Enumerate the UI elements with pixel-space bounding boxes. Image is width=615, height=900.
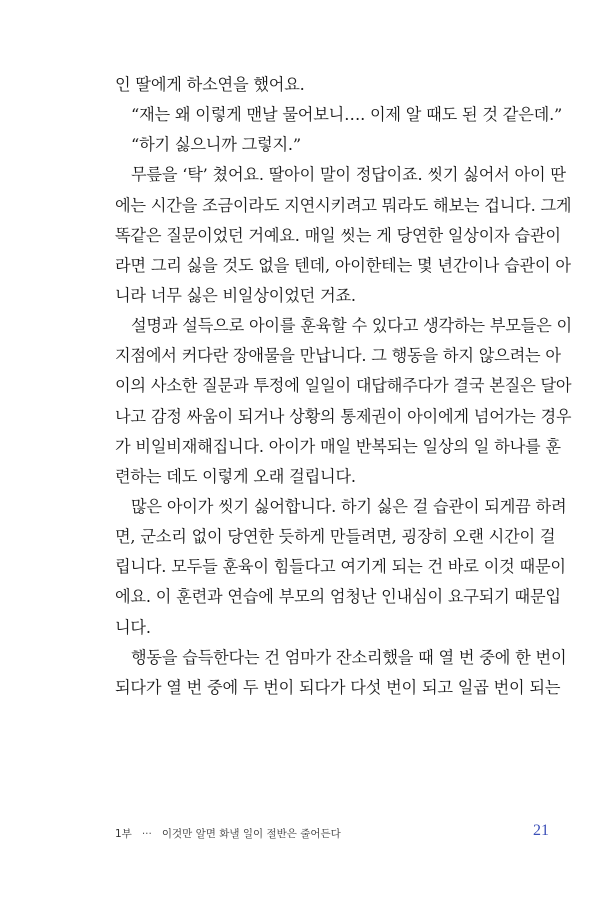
- body-text: [115, 70, 572, 703]
- text-line: 니다.: [115, 617, 151, 637]
- text-line: 행동을 습득한다는 건 엄마가 잔소리했을 때 열 번 중에 한 번이: [131, 647, 567, 667]
- text-line: 똑같은 질문이었던 거예요. 매일 씻는 게 당연한 일상이자 습관이: [115, 225, 561, 245]
- text-line: 에요. 이 훈련과 연습에 부모의 엄청난 인내심이 요구되기 때문입: [115, 587, 561, 607]
- text-line: 가 비일비재해집니다. 아이가 매일 반복되는 일상의 일 하나를 훈: [115, 436, 561, 456]
- text-line: 지점에서 커다란 장애물을 만납니다. 그 행동을 하지 않으려는 아: [115, 346, 561, 366]
- text-line: 설명과 설득으로 아이를 훈육할 수 있다고 생각하는 부모들은 이: [131, 316, 572, 336]
- text-line: 니라 너무 싫은 비일상이었던 거죠.: [115, 285, 356, 305]
- running-footer: [115, 826, 341, 841]
- text-line: 나고 감정 싸움이 되거나 상황의 통제권이 아이에게 넘어가는 경우: [115, 406, 572, 426]
- text-line: 인 딸에게 하소연을 했어요.: [115, 75, 305, 94]
- text-line: 되다가 열 번 중에 두 번이 되다가 다섯 번이 되고 일곱 번이 되는: [115, 677, 561, 697]
- page-number: 21: [533, 822, 549, 839]
- text-line: 많은 아이가 씻기 싫어합니다. 하기 싫은 걸 습관이 되게끔 하려: [131, 496, 567, 516]
- text-line: 이의 사소한 질문과 투정에 일일이 대답해주다가 결국 본질은 달아: [115, 376, 572, 396]
- text-line: 무릎을 ‘탁’ 쳤어요. 딸아이 말이 정답이죠. 씻기 싫어서 아이 딴: [131, 165, 566, 185]
- chapter-title: 이것만 알면 화낼 일이 절반은 줄어든다: [161, 828, 341, 840]
- text-line: 련하는 데도 이렇게 오래 걸립니다.: [115, 466, 356, 486]
- text-line: “하기 싫으니까 그렇지.”: [131, 135, 301, 155]
- part-label: 1부: [115, 828, 132, 840]
- text-line: 라면 그리 싫을 것도 없을 텐데, 아이한테는 몇 년간이나 습관이 아: [115, 255, 571, 275]
- text-line: 립니다. 모두들 훈육이 힘들다고 여기게 되는 건 바로 이것 때문이: [115, 557, 566, 577]
- page-footer: [115, 822, 549, 844]
- text-line: 에는 시간을 조금이라도 지연시키려고 뭐라도 해보는 겁니다. 그게: [115, 195, 572, 215]
- text-line: 면, 군소리 없이 당연한 듯하게 만들려면, 굉장히 오랜 시간이 걸: [115, 527, 556, 547]
- separator: ···: [141, 828, 152, 840]
- text-line: “재는 왜 이렇게 맨날 물어보니…. 이제 알 때도 된 것 같은데.”: [131, 105, 563, 125]
